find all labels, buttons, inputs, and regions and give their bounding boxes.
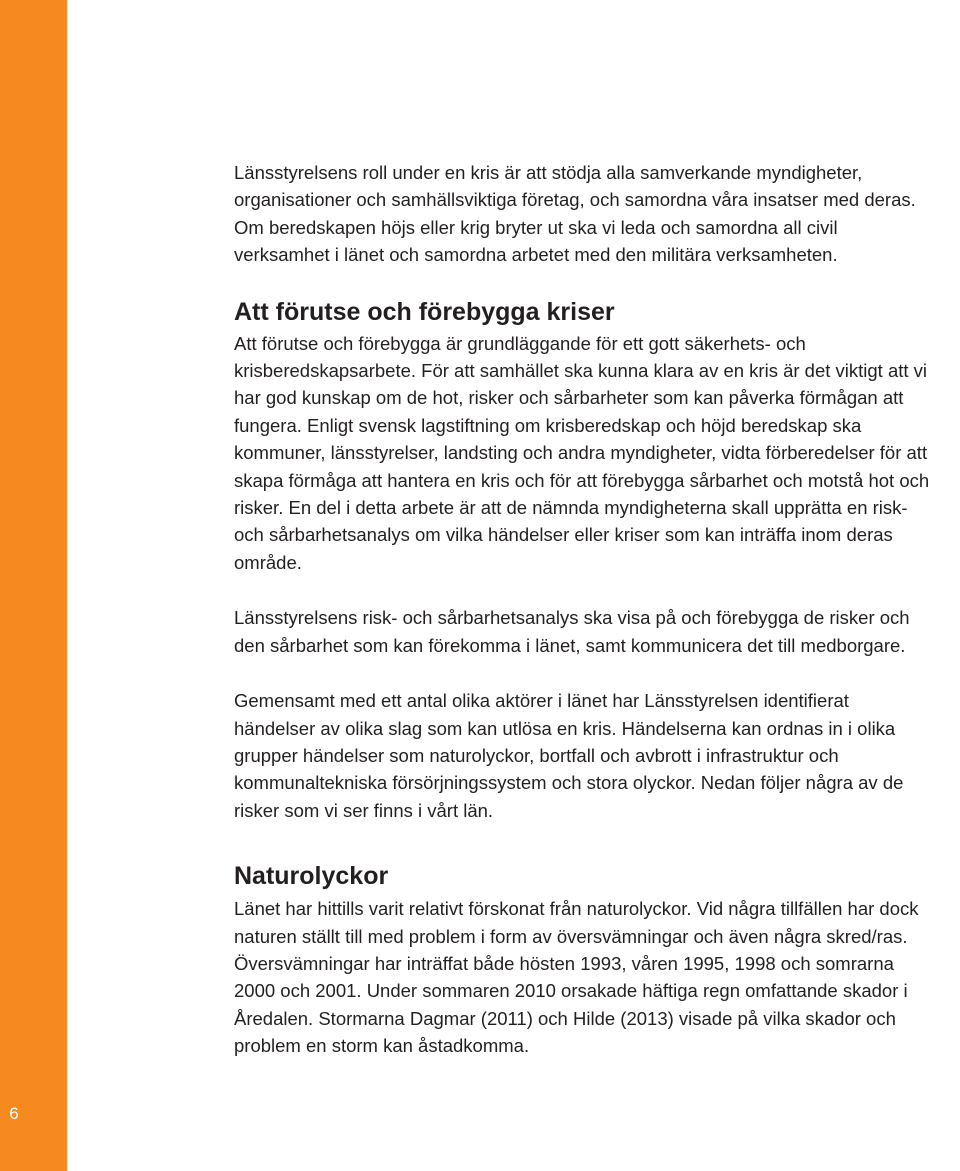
- risk-paragraph-2: Länsstyrelsens risk- och sårbarhetsanalys ska visa på och förebygga de risker och den sårbarhet som kan förekomma i länet, samt kommunicera det till medborgare.: [234, 607, 910, 656]
- risk-paragraph-1: Att förutse och förebygga är grundläggande för ett gott säkerhets- och krisberedskapsarbete. För att samhället ska kunna klara av en kris är det viktigt att vi har god kunskap om de hot, risker och sårbarheter som kan påverka förmågan att fungera. Enligt svensk lagstiftning om krisberedskap och höjd beredskap ska kommuner, länsstyrelser, landsting och andra myndigheter, vidta förberedelser för att skapa förmåga att hantera en kris och för att förebygga sårbarhet och motstå hot och risker. En del i detta arbete är att de nämnda myndigheterna skall upprätta en risk- och sårbarhetsanalys om vilka händelser eller kriser som kan inträffa inom deras område.: [234, 332, 930, 573]
- main-content: [234, 159, 934, 1060]
- intro-paragraph: Länsstyrelsens roll under en kris är att stödja alla samverkande myndigheter, organisationer och samhällsviktiga företag, och samordna våra insatser med deras. Om beredskapen höjs eller krig bryter ut ska vi leda och samordna all civil verksamhet i länet och samordna arbetet med den militära verksamheten.: [234, 162, 916, 266]
- section-heading-natur: Naturolyckor: [234, 862, 389, 891]
- natur-paragraph: Länet har hittills varit relativt förskonat från naturolyckor. Vid några tillfällen har dock naturen ställt till med problem i form av översvämningar och även några skred/ras. Översvämningar har inträffat både hösten 1993, våren 1995, 1998 och somrarna 2000 och 2001. Under sommaren 2010 orsakade häftiga regn omfattande skador i Åredalen. Stormarna Dagmar (2011) och Hilde (2013) visade på vilka skador och problem en storm kan åstadkomma.: [234, 898, 919, 1057]
- risk-paragraph-3: Gemensamt med ett antal olika aktörer i länet har Länsstyrelsen identifierat händelser av olika slag som kan utlösa en kris. Händelserna kan ordnas in i olika grupper händelser som naturolyckor, bortfall och avbrott i infrastruktur och kommunaltekniska försörjningssystem och stora olyckor. Nedan följer några av de risker som vi ser finns i vårt län.: [234, 690, 904, 821]
- orange-sidebar: [0, 0, 67, 1171]
- page-number: 6: [9, 1104, 19, 1123]
- section-heading-risk: Att förutse och förebygga kriser: [234, 297, 615, 326]
